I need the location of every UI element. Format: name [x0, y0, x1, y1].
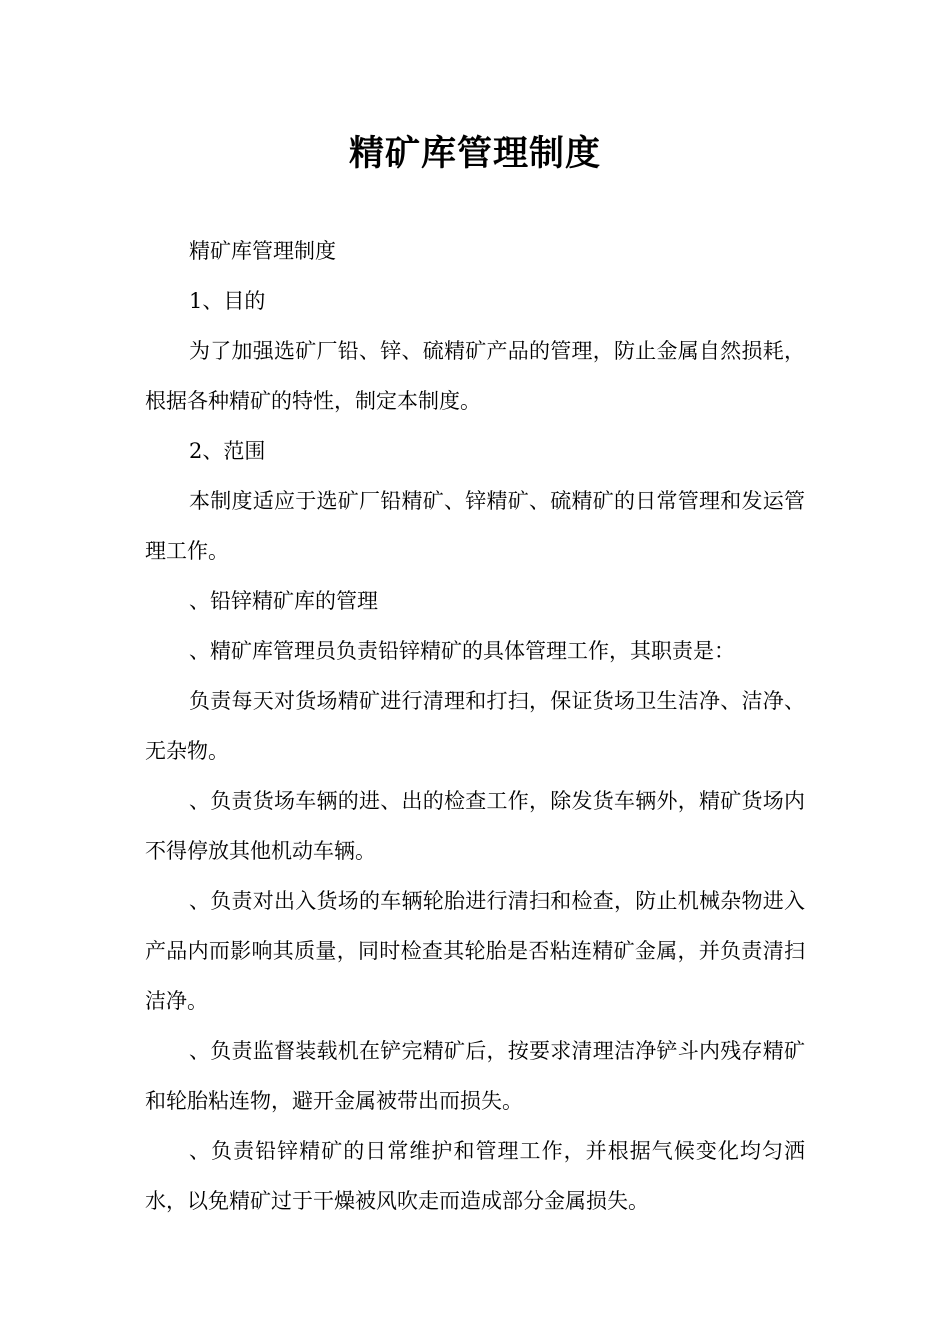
paragraph-duty-loader: 、负责监督装载机在铲完精矿后，按要求清理洁净铲斗内残存精矿和轮胎粘连物，避开金属被带出而损失。: [145, 1039, 805, 1113]
paragraph-scope-text: 本制度适应于选矿厂铅精矿、锌精矿、硫精矿的日常管理和发运管理工作。: [145, 489, 805, 563]
paragraph-section-purpose: 1、目的: [189, 289, 266, 313]
paragraph-purpose-text: 为了加强选矿厂铅、锌、硫精矿产品的管理，防止金属自然损耗，根据各种精矿的特性，制定本制度。: [145, 339, 805, 413]
page-title: 精矿库管理制度: [348, 134, 601, 174]
paragraph-section-scope: 2、范围: [189, 439, 266, 463]
paragraph-duty-cleaning: 负责每天对货场精矿进行清理和打扫，保证货场卫生洁净、洁净、无杂物。: [145, 689, 805, 763]
paragraph-duty-vehicle-check: 、负责货场车辆的进、出的检查工作，除发货车辆外，精矿货场内不得停放其他机动车辆。: [145, 789, 805, 863]
paragraph-duty-maintenance: 、负责铅锌精矿的日常维护和管理工作，并根据气候变化均匀洒水，以免精矿过于干燥被风吹走而造成部分金属损失。: [145, 1139, 805, 1213]
paragraph-duties-intro: 、精矿库管理员负责铅锌精矿的具体管理工作，其职责是：: [189, 639, 735, 663]
paragraph-subtitle: 精矿库管理制度: [189, 239, 336, 263]
paragraph-section-management: 、铅锌精矿库的管理: [189, 589, 378, 613]
paragraph-duty-tire-check: 、负责对出入货场的车辆轮胎进行清扫和检查，防止机械杂物进入产品内而影响其质量，同时检查其轮胎是否粘连精矿金属，并负责清扫洁净。: [145, 889, 805, 1013]
document-body: [145, 226, 805, 1226]
